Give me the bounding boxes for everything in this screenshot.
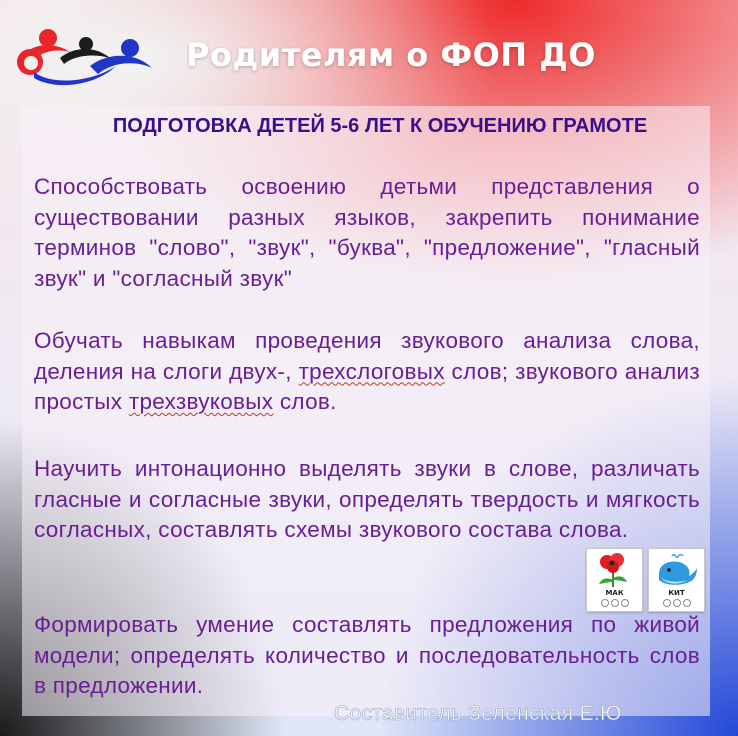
paragraph-1: Способствовать освоению детьми представления о существовании разных языков, закрепить понимание терминов "слово", "звук", "буква", "предложение", "гласный звук" и "согласный звук" (34, 174, 700, 291)
poppy-flower-icon (591, 552, 637, 588)
paragraph-2 (34, 326, 700, 418)
paragraph-3: Научить интонационно выделять звуки в слове, различать гласные и согласные звуки, определять твердость и мягкость согласных, составлять схемы звукового состава слова. (34, 456, 700, 542)
paragraph-2-word-misspelled: трехслоговых (298, 358, 445, 384)
card-poppy (586, 548, 643, 612)
picture-cards (586, 548, 704, 612)
people-logo-icon (12, 22, 162, 92)
paragraph-2-word-misspelled: трехзвуковых (128, 389, 274, 414)
author-credit: Составитель Зеленская Е.Ю (334, 702, 622, 725)
sound-scheme (649, 599, 704, 607)
paragraph-2-text-e: слов. (273, 389, 337, 414)
section-heading: ПОДГОТОВКА ДЕТЕЙ 5-6 ЛЕТ К ОБУЧЕНИЮ ГРАМОТЕ (112, 115, 648, 137)
card-whale (648, 548, 705, 612)
card-label: МАК (605, 589, 624, 597)
paragraph-2-text-c: слов; звукового анализ простых (34, 358, 700, 414)
paragraph-4: Формировать умение составлять предложения по живой модели; определять количество и последовательность слов в предложении. (34, 612, 700, 698)
whale-icon (653, 552, 699, 588)
sound-scheme (587, 599, 642, 607)
paragraph-2-text-a: Обучать навыкам проведения звукового анализа слова, деления на слоги двух-, (34, 328, 700, 384)
page-title: Родителям о ФОП ДО (186, 36, 596, 74)
card-label: КИТ (668, 589, 685, 597)
header (0, 0, 738, 110)
